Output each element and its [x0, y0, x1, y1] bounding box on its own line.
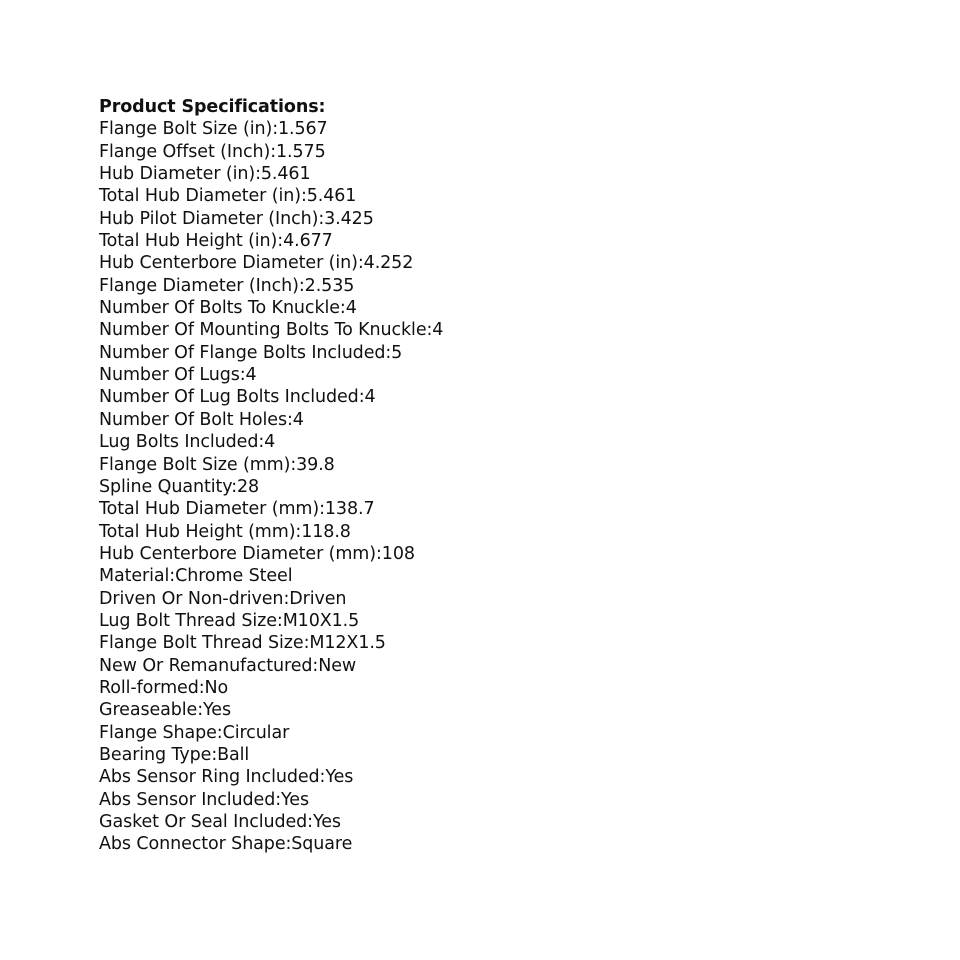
spec-separator: : — [358, 387, 365, 408]
spec-row — [99, 476, 443, 498]
spec-label: Hub Centerbore Diameter (in) — [99, 253, 358, 274]
spec-row — [99, 454, 443, 476]
spec-separator: : — [231, 476, 238, 497]
spec-row — [99, 811, 443, 833]
spec-separator: : — [255, 164, 261, 185]
spec-separator: : — [426, 320, 433, 341]
spec-value: 4 — [432, 320, 444, 341]
spec-value: 28 — [237, 476, 260, 497]
spec-value: New — [318, 655, 357, 676]
spec-label: Number Of Lugs — [99, 365, 240, 386]
spec-separator: : — [290, 454, 297, 475]
spec-row — [99, 565, 443, 587]
spec-value: 2.535 — [304, 275, 355, 296]
spec-separator: : — [198, 677, 205, 698]
spec-label: Hub Pilot Diameter (Inch) — [99, 208, 319, 229]
spec-value: 4 — [292, 409, 304, 430]
spec-label: Flange Diameter (Inch) — [99, 275, 299, 296]
spec-row — [99, 655, 443, 677]
spec-value: Circular — [222, 722, 290, 743]
spec-value: M10X1.5 — [282, 610, 360, 631]
spec-separator: : — [216, 722, 223, 743]
spec-label: Driven Or Non-driven — [99, 588, 284, 609]
spec-label: Abs Sensor Included — [99, 789, 276, 810]
spec-label: Abs Sensor Ring Included — [99, 767, 320, 788]
spec-value: 138.7 — [324, 499, 375, 520]
spec-separator: : — [276, 610, 283, 631]
spec-separator: : — [339, 298, 346, 319]
spec-separator: : — [303, 633, 310, 654]
spec-separator: : — [357, 253, 364, 274]
spec-row — [99, 588, 443, 610]
spec-value: 4 — [245, 365, 257, 386]
spec-label: Flange Offset (Inch) — [99, 141, 271, 162]
spec-row — [99, 342, 443, 364]
spec-label: Number Of Flange Bolts Included — [99, 342, 386, 363]
spec-separator: : — [277, 231, 284, 252]
spec-separator: : — [272, 119, 278, 140]
spec-row — [99, 364, 443, 386]
spec-row — [99, 521, 443, 543]
spec-row — [99, 163, 443, 185]
spec-row — [99, 185, 443, 207]
spec-separator: : — [169, 566, 176, 587]
spec-label: Roll-formed — [99, 677, 199, 698]
spec-value: 1.575 — [276, 141, 326, 162]
spec-value: 4 — [264, 432, 276, 453]
spec-row — [99, 677, 443, 699]
product-specifications — [99, 96, 443, 856]
spec-separator: : — [385, 342, 392, 363]
spec-value: Ball — [217, 744, 250, 765]
spec-separator: : — [197, 700, 204, 721]
spec-row — [99, 141, 443, 163]
spec-label: Lug Bolt Thread Size — [99, 610, 277, 631]
spec-separator: : — [258, 432, 265, 453]
spec-row — [99, 543, 443, 565]
spec-separator: : — [307, 812, 313, 832]
spec-row — [99, 699, 443, 721]
spec-value: Yes — [325, 767, 354, 788]
spec-separator: : — [319, 767, 326, 788]
spec-label: Total Hub Height (in) — [99, 231, 278, 252]
spec-label: Hub Centerbore Diameter (mm) — [99, 543, 376, 564]
spec-row — [99, 275, 443, 297]
spec-label: Number Of Mounting Bolts To Knuckle — [99, 320, 427, 341]
spec-value: 1.567 — [277, 119, 328, 140]
spec-row — [99, 431, 443, 453]
spec-row — [99, 498, 443, 520]
spec-value: Driven — [289, 588, 347, 609]
spec-label: Hub Diameter (in) — [99, 164, 256, 185]
spec-label: Spline Quantity — [99, 476, 232, 497]
spec-value: 4 — [345, 298, 357, 319]
spec-separator: : — [285, 834, 292, 855]
spec-row — [99, 409, 443, 431]
spec-value: 118.8 — [301, 521, 351, 542]
spec-label: Total Hub Height (mm) — [99, 521, 296, 542]
spec-separator: : — [376, 543, 382, 564]
spec-separator: : — [286, 409, 293, 430]
spec-label: Flange Bolt Size (in) — [99, 119, 273, 140]
spec-label: Greaseable — [99, 700, 198, 721]
spec-value: Yes — [203, 700, 231, 721]
spec-separator: : — [319, 499, 325, 520]
spec-value: 108 — [381, 543, 415, 564]
spec-row — [99, 744, 443, 766]
spec-separator: : — [295, 521, 302, 542]
spec-value: Chrome Steel — [175, 566, 293, 587]
spec-row — [99, 230, 443, 252]
spec-label: Bearing Type — [99, 744, 212, 765]
spec-row — [99, 297, 443, 319]
spec-separator: : — [318, 208, 325, 229]
spec-row — [99, 722, 443, 744]
spec-separator: : — [300, 186, 307, 207]
spec-value: 39.8 — [296, 454, 335, 475]
spec-value: No — [204, 677, 229, 698]
spec-row — [99, 632, 443, 654]
spec-separator: : — [239, 365, 246, 386]
spec-row — [99, 252, 443, 274]
spec-row — [99, 319, 443, 341]
spec-label: Number Of Lug Bolts Included — [99, 387, 359, 408]
spec-separator: : — [283, 588, 290, 609]
spec-value: 3.425 — [324, 208, 374, 229]
spec-label: Lug Bolts Included — [99, 432, 259, 453]
spec-label: Total Hub Diameter (in) — [99, 186, 301, 207]
spec-heading: Product Specifications: — [99, 97, 326, 117]
spec-label: Flange Bolt Size (mm) — [99, 454, 291, 475]
spec-label: Material — [99, 566, 170, 587]
spec-value: 5.461 — [306, 186, 357, 207]
spec-separator: : — [312, 655, 319, 676]
spec-row — [99, 208, 443, 230]
spec-label: Flange Bolt Thread Size — [99, 633, 304, 654]
spec-value: Yes — [281, 789, 309, 810]
spec-value: 5 — [391, 342, 403, 363]
spec-separator: : — [270, 141, 277, 162]
spec-separator: : — [275, 789, 282, 810]
spec-row — [99, 118, 443, 140]
spec-value: Yes — [312, 812, 341, 832]
spec-row — [99, 789, 443, 811]
spec-label: Flange Shape — [99, 722, 217, 743]
spec-row — [99, 610, 443, 632]
spec-label: Abs Connector Shape — [99, 834, 286, 855]
spec-label: New Or Remanufactured — [99, 655, 313, 676]
spec-row — [99, 766, 443, 788]
spec-row — [99, 386, 443, 408]
spec-separator: : — [211, 744, 218, 765]
spec-value: Square — [291, 834, 353, 855]
spec-label: Total Hub Diameter (mm) — [99, 499, 320, 520]
spec-value: 4.677 — [283, 231, 333, 252]
spec-value: 4.252 — [363, 253, 414, 274]
spec-label: Number Of Bolts To Knuckle — [99, 298, 340, 319]
spec-value: M12X1.5 — [309, 633, 386, 654]
spec-label: Gasket Or Seal Included — [99, 812, 308, 832]
spec-value: 5.461 — [260, 164, 311, 185]
spec-value: 4 — [364, 387, 376, 408]
spec-separator: : — [298, 275, 305, 296]
spec-list — [99, 118, 443, 855]
spec-label: Number Of Bolt Holes — [99, 409, 287, 430]
spec-row — [99, 833, 443, 855]
